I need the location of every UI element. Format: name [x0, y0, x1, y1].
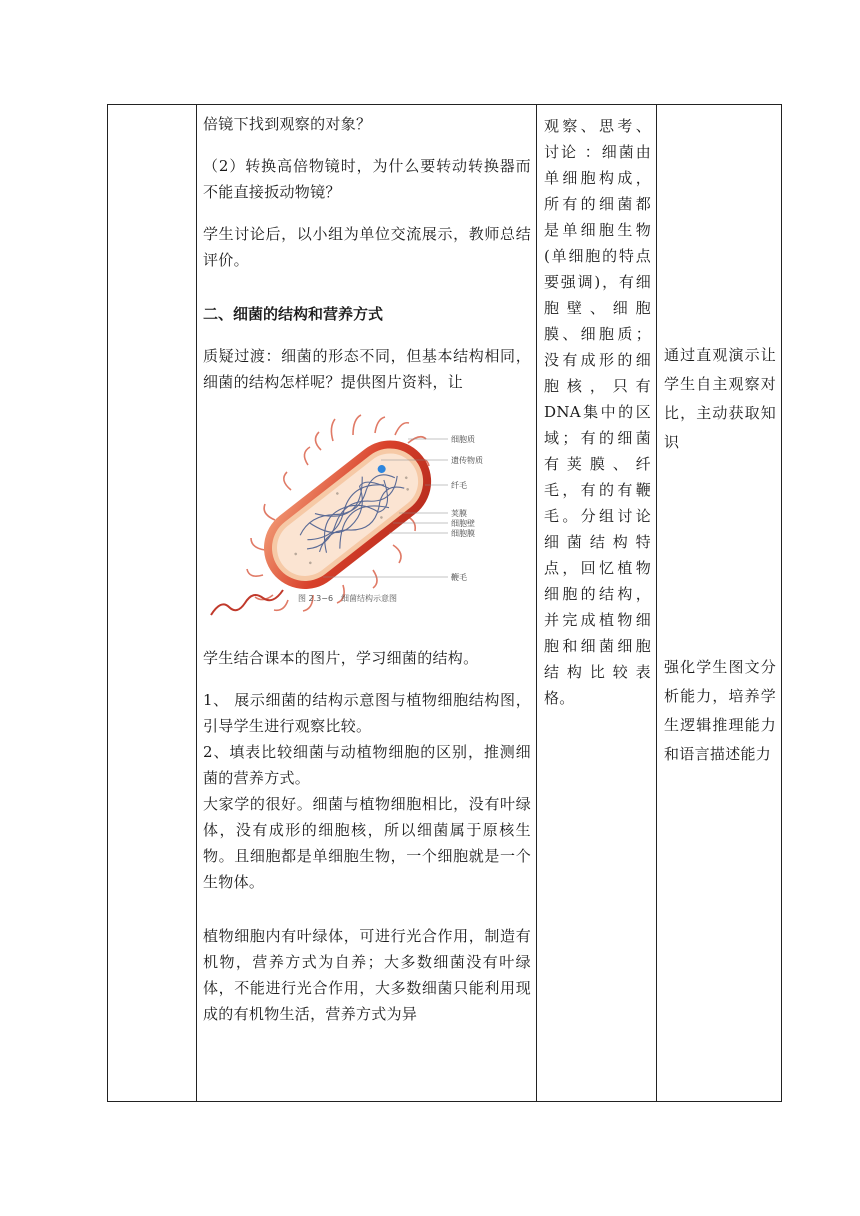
after-figure-text: 学生结合课本的图片，学习细菌的结构。	[203, 649, 479, 667]
bacteria-diagram	[203, 405, 533, 639]
flagellum	[211, 590, 283, 615]
step-2: 2、填表比较细菌与动植物细胞的区别，推测细菌的营养方式。	[203, 743, 531, 787]
label-cytoplasm: 细胞质	[451, 435, 475, 444]
label-pili: 纤毛	[451, 481, 467, 490]
nutrition-text: 植物细胞内有叶绿体，可进行光合作用，制造有机物，营养方式为自养；大多数细菌没有叶绿体，不能进行光合作用，大多数细菌只能利用现成的有机物生活，营养方式为异	[203, 927, 531, 1023]
label-genetic-material: 遗传物质	[451, 456, 483, 465]
question-2: （2）转换高倍物镜时，为什么要转动转换器而不能直接扳动物镜？	[203, 157, 531, 201]
teaching-process-column	[197, 105, 536, 1101]
label-flagellum: 鞭毛	[451, 573, 467, 582]
discussion-note: 学生讨论后，以小组为单位交流展示，教师总结评价。	[203, 225, 531, 269]
student-activity-column	[537, 105, 655, 1101]
lesson-table	[107, 104, 782, 1102]
design-intent-1: 通过直观演示让学生自主观察对比，主动获取知识	[664, 346, 776, 451]
design-intent-column	[657, 105, 782, 1101]
step-1: 1、 展示细菌的结构示意图与植物细胞结构图，引导学生进行观察比较。	[203, 691, 531, 735]
continued-question: 倍镜下找到观察的对象？	[203, 115, 372, 133]
bacteria-structure-figure	[203, 405, 531, 639]
student-activity-text: 观察、思考、讨论 ：细菌由单细胞构成，所有的细菌都是单细胞生物(单细胞的特点要强调)，有细胞壁、细胞膜、细胞质；没有成形的细胞核，只有DNA集中的区域；有的细菌有荚膜、纤毛，有的有鞭毛。分组讨论细菌结构特点，回忆植物细胞的结构，并完成植物细胞和细菌细胞结构比较表格。	[544, 117, 651, 707]
label-cell-membrane: 细胞膜	[451, 529, 475, 538]
figure-caption: 图 2.3−6 细菌结构示意图	[298, 594, 398, 603]
design-intent-2: 强化学生图文分析能力，培养学生逻辑推理能力和语言描述能力	[664, 658, 776, 763]
summary-text: 大家学的很好。细菌与植物细胞相比，没有叶绿体，没有成形的细胞核，所以细菌属于原核生物。且细胞都是单细胞生物，一个细胞就是一个生物体。	[203, 795, 531, 891]
transition-text: 质疑过渡：细菌的形态不同，但基本结构相同，细菌的结构怎样呢？提供图片资料，让	[203, 347, 531, 391]
section-heading: 二、细菌的结构和营养方式	[203, 305, 384, 323]
label-capsule: 荚膜	[451, 509, 467, 518]
label-cell-wall: 细胞壁	[451, 519, 475, 528]
